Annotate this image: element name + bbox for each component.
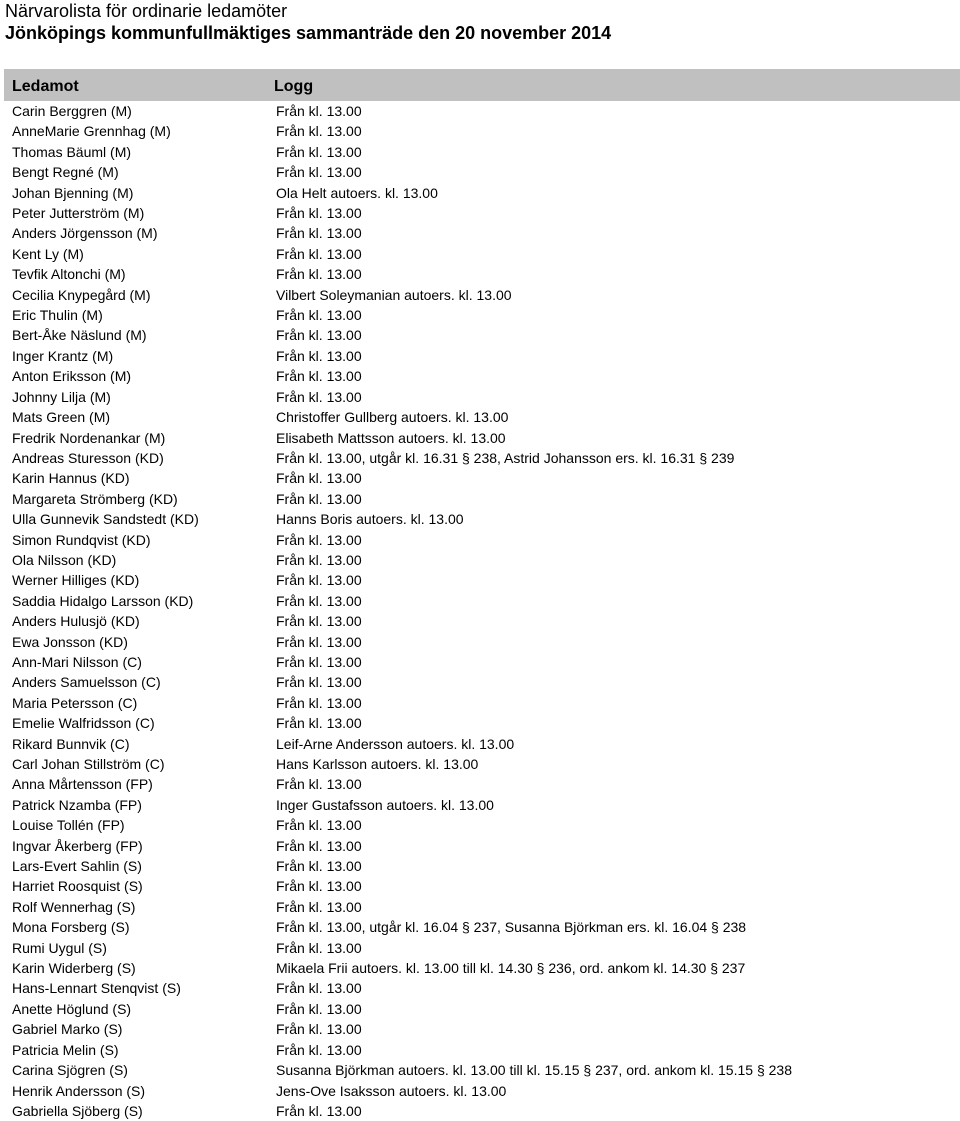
- log-cell: Från kl. 13.00: [276, 592, 362, 609]
- log-cell: Från kl. 13.00: [276, 551, 362, 568]
- member-name-cell: Anton Eriksson (M): [12, 368, 132, 385]
- column-header-log: Logg: [266, 69, 960, 101]
- member-name-cell: Peter Jutterström (M): [12, 205, 145, 222]
- log-cell: Ola Helt autoers. kl. 13.00: [276, 184, 438, 201]
- log-cell: Susanna Björkman autoers. kl. 13.00 till kl. 15.15 § 237, ord. ankom kl. 15.15 § 238: [276, 1062, 792, 1079]
- member-name-cell: Ingvar Åkerberg (FP): [12, 837, 143, 854]
- member-name-cell: Fredrik Nordenankar (M): [12, 429, 166, 446]
- table-row: [4, 428, 960, 448]
- table-row: [4, 754, 960, 774]
- member-name-cell: AnneMarie Grennhag (M): [12, 123, 171, 140]
- member-name-cell: Carin Berggren (M): [12, 103, 132, 119]
- member-name-cell: Bengt Regné (M): [12, 164, 119, 181]
- table-row: [4, 285, 960, 305]
- log-cell: Från kl. 13.00: [276, 123, 362, 140]
- member-name-cell: Carl Johan Stillström (C): [12, 756, 165, 772]
- member-name-cell: Kent Ly (M): [12, 245, 84, 262]
- member-name-cell: Anders Hulusjö (KD): [12, 613, 140, 630]
- table-row: [4, 856, 960, 876]
- log-cell: Från kl. 13.00: [276, 327, 362, 344]
- log-cell: Från kl. 13.00: [276, 490, 362, 507]
- log-cell: Vilbert Soleymanian autoers. kl. 13.00: [276, 286, 512, 303]
- log-cell: Från kl. 13.00, utgår kl. 16.31 § 238, Astrid Johansson ers. kl. 16.31 § 239: [276, 449, 735, 466]
- table-row: [4, 713, 960, 733]
- member-name-cell: Gabriel Marko (S): [12, 1021, 123, 1038]
- member-name-cell: Ann-Mari Nilsson (C): [12, 653, 142, 670]
- table-row: [4, 774, 960, 794]
- table-row: [4, 999, 960, 1019]
- member-name-cell: Saddia Hidalgo Larsson (KD): [12, 592, 194, 609]
- log-cell: Från kl. 13.00: [276, 1102, 362, 1119]
- member-name-cell: Patrick Nzamba (FP): [12, 796, 142, 813]
- member-name-cell: Inger Krantz (M): [12, 347, 114, 364]
- table-header-row: [4, 69, 960, 101]
- log-cell: Från kl. 13.00: [276, 531, 362, 548]
- member-name-cell: Werner Hilliges (KD): [12, 572, 140, 589]
- member-name-cell: Gabriella Sjöberg (S): [12, 1102, 143, 1119]
- member-name-cell: Margareta Strömberg (KD): [12, 490, 178, 507]
- table-row: [4, 448, 960, 468]
- table-row: [4, 325, 960, 345]
- log-cell: Från kl. 13.00: [276, 225, 362, 242]
- table-row: [4, 938, 960, 958]
- log-cell: Inger Gustafsson autoers. kl. 13.00: [276, 796, 494, 813]
- member-name-cell: Karin Widerberg (S): [12, 960, 136, 977]
- table-row: [4, 897, 960, 917]
- member-name-cell: Andreas Sturesson (KD): [12, 449, 164, 466]
- log-cell: Från kl. 13.00: [276, 878, 362, 895]
- table-row: [4, 305, 960, 325]
- log-cell: Från kl. 13.00: [276, 1041, 362, 1058]
- log-cell: Från kl. 13.00: [276, 898, 362, 915]
- log-cell: Hanns Boris autoers. kl. 13.00: [276, 511, 464, 528]
- log-cell: Från kl. 13.00: [276, 715, 362, 732]
- table-row: [4, 734, 960, 754]
- table-row: [4, 978, 960, 998]
- log-cell: Från kl. 13.00: [276, 694, 362, 711]
- member-name-cell: Eric Thulin (M): [12, 307, 103, 324]
- table-row: [4, 693, 960, 713]
- member-name-cell: Rumi Uygul (S): [12, 939, 107, 956]
- attendance-rows: [4, 101, 960, 1121]
- table-row: [4, 632, 960, 652]
- log-cell: Från kl. 13.00: [276, 245, 362, 262]
- table-row: [4, 530, 960, 550]
- log-cell: Från kl. 13.00: [276, 633, 362, 650]
- member-name-cell: Tevfik Altonchi (M): [12, 266, 126, 283]
- member-name-cell: Cecilia Knypegård (M): [12, 286, 151, 303]
- log-cell: Christoffer Gullberg autoers. kl. 13.00: [276, 409, 509, 426]
- table-row: [4, 162, 960, 182]
- table-row: [4, 223, 960, 243]
- log-cell: Från kl. 13.00: [276, 205, 362, 222]
- member-name-cell: Louise Tollén (FP): [12, 817, 125, 834]
- member-name-cell: Ulla Gunnevik Sandstedt (KD): [12, 511, 199, 528]
- log-cell: Från kl. 13.00: [276, 776, 362, 793]
- member-name-cell: Rikard Bunnvik (C): [12, 735, 130, 752]
- table-row: [4, 366, 960, 386]
- member-name-cell: Simon Rundqvist (KD): [12, 531, 151, 548]
- member-name-cell: Thomas Bäuml (M): [12, 143, 132, 160]
- table-row: [4, 795, 960, 815]
- member-name-cell: Anders Samuelsson (C): [12, 674, 161, 691]
- member-name-cell: Ewa Jonsson (KD): [12, 633, 128, 650]
- member-name-cell: Lars-Evert Sahlin (S): [12, 858, 142, 875]
- log-cell: Jens-Ove Isaksson autoers. kl. 13.00: [276, 1082, 507, 1099]
- log-cell: Från kl. 13.00: [276, 266, 362, 283]
- log-cell: Från kl. 13.00: [276, 837, 362, 854]
- table-row: [4, 1040, 960, 1060]
- member-name-cell: Karin Hannus (KD): [12, 470, 130, 487]
- log-cell: Från kl. 13.00: [276, 388, 362, 405]
- member-name-cell: Ola Nilsson (KD): [12, 551, 117, 568]
- table-row: [4, 1019, 960, 1039]
- table-row: [4, 836, 960, 856]
- member-name-cell: Anders Jörgensson (M): [12, 225, 158, 242]
- attendance-table: [4, 69, 960, 1121]
- member-name-cell: Patricia Melin (S): [12, 1041, 119, 1058]
- log-cell: Från kl. 13.00: [276, 164, 362, 181]
- member-name-cell: Mona Forsberg (S): [12, 919, 130, 936]
- log-cell: Leif-Arne Andersson autoers. kl. 13.00: [276, 735, 515, 752]
- table-row: [4, 570, 960, 590]
- log-cell: Från kl. 13.00: [276, 1021, 362, 1038]
- table-row: [4, 121, 960, 141]
- log-cell: Från kl. 13.00: [276, 653, 362, 670]
- table-row: [4, 264, 960, 284]
- table-row: [4, 203, 960, 223]
- table-row: [4, 550, 960, 570]
- log-cell: Mikaela Frii autoers. kl. 13.00 till kl. 14.30 § 236, ord. ankom kl. 14.30 § 237: [276, 960, 746, 977]
- table-row: [4, 468, 960, 488]
- log-cell: Från kl. 13.00: [276, 939, 362, 956]
- document-subtitle: Jönköpings kommunfullmäktiges sammanträde den 20 november 2014: [5, 23, 612, 43]
- table-row: [4, 509, 960, 529]
- member-name-cell: Maria Petersson (C): [12, 694, 138, 711]
- table-row: [4, 652, 960, 672]
- log-cell: Från kl. 13.00: [276, 858, 362, 875]
- log-cell: Hans Karlsson autoers. kl. 13.00: [276, 756, 479, 772]
- member-name-cell: Mats Green (M): [12, 409, 111, 426]
- table-row: [4, 1101, 960, 1121]
- table-row: [4, 244, 960, 264]
- log-cell: Från kl. 13.00: [276, 572, 362, 589]
- log-cell: Från kl. 13.00: [276, 103, 362, 119]
- log-cell: Från kl. 13.00: [276, 143, 362, 160]
- table-row: [4, 672, 960, 692]
- log-cell: Från kl. 13.00: [276, 1000, 362, 1017]
- table-row: [4, 142, 960, 162]
- log-cell: Från kl. 13.00: [276, 980, 362, 997]
- log-cell: Från kl. 13.00, utgår kl. 16.04 § 237, Susanna Björkman ers. kl. 16.04 § 238: [276, 919, 747, 936]
- table-row: [4, 876, 960, 896]
- log-cell: Från kl. 13.00: [276, 347, 362, 364]
- log-cell: Elisabeth Mattsson autoers. kl. 13.00: [276, 429, 506, 446]
- table-row: [4, 917, 960, 937]
- member-name-cell: Anna Mårtensson (FP): [12, 776, 153, 793]
- table-row: [4, 183, 960, 203]
- table-row: [4, 407, 960, 427]
- member-name-cell: Johan Bjenning (M): [12, 184, 134, 201]
- member-name-cell: Emelie Walfridsson (C): [12, 715, 155, 732]
- document-title: Närvarolista för ordinarie ledamöter: [5, 1, 288, 21]
- table-row: [4, 591, 960, 611]
- log-cell: Från kl. 13.00: [276, 817, 362, 834]
- table-row: [4, 489, 960, 509]
- member-name-cell: Rolf Wennerhag (S): [12, 898, 136, 915]
- table-row: [4, 958, 960, 978]
- member-name-cell: Johnny Lilja (M): [12, 388, 111, 405]
- log-cell: Från kl. 13.00: [276, 368, 362, 385]
- table-row: [4, 101, 960, 121]
- member-name-cell: Henrik Andersson (S): [12, 1082, 146, 1099]
- table-row: [4, 1060, 960, 1080]
- log-cell: Från kl. 13.00: [276, 307, 362, 324]
- document-title-block: [5, 0, 611, 44]
- member-name-cell: Harriet Roosquist (S): [12, 878, 143, 895]
- table-row: [4, 346, 960, 366]
- member-name-cell: Bert-Åke Näslund (M): [12, 327, 147, 344]
- column-header-member: Ledamot: [4, 69, 266, 101]
- log-cell: Från kl. 13.00: [276, 470, 362, 487]
- member-name-cell: Anette Höglund (S): [12, 1000, 132, 1017]
- table-row: [4, 1081, 960, 1101]
- log-cell: Från kl. 13.00: [276, 674, 362, 691]
- log-cell: Från kl. 13.00: [276, 613, 362, 630]
- table-row: [4, 387, 960, 407]
- table-row: [4, 815, 960, 835]
- member-name-cell: Carina Sjögren (S): [12, 1062, 128, 1079]
- member-name-cell: Hans-Lennart Stenqvist (S): [12, 980, 181, 997]
- table-row: [4, 611, 960, 631]
